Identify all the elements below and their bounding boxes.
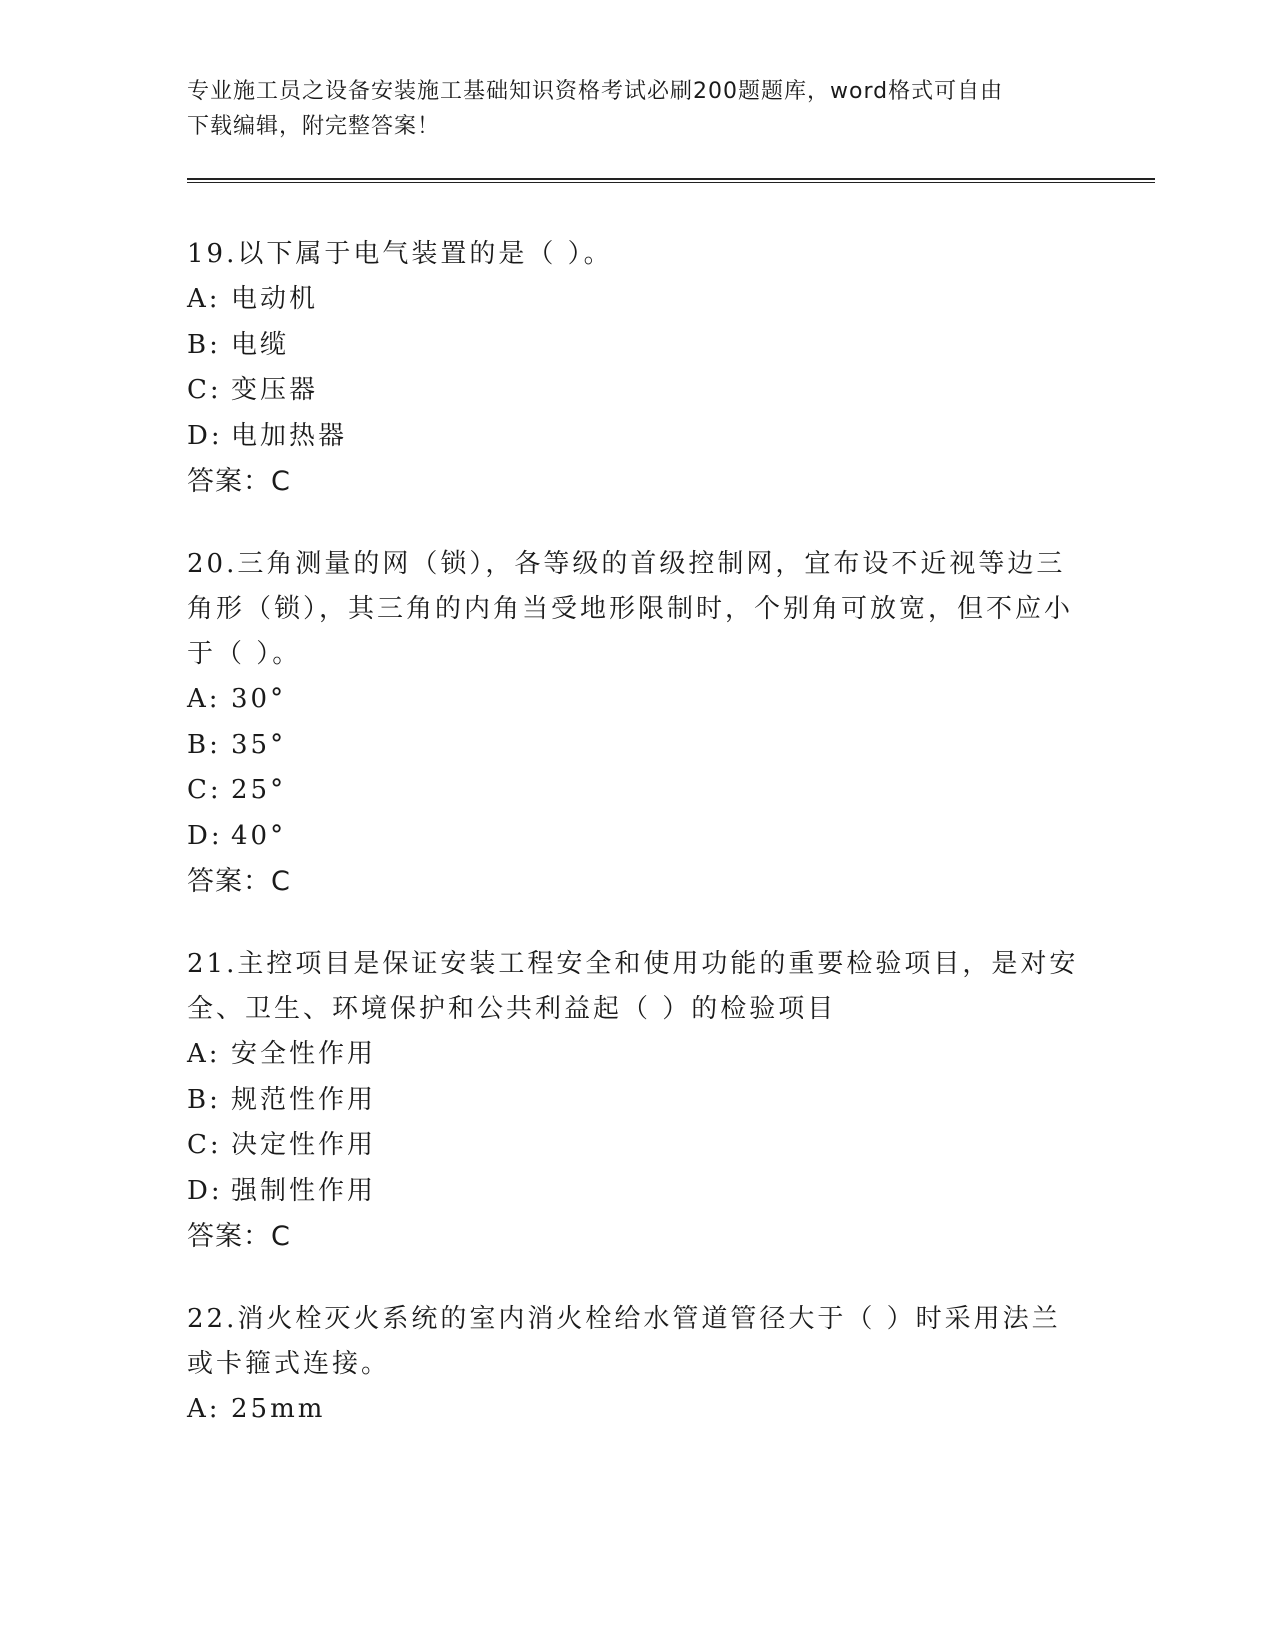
option-text: 强制性作用: [231, 1175, 377, 1206]
option-letter: B:: [187, 729, 221, 760]
option-b: [187, 723, 1087, 769]
question-19: [187, 232, 1087, 504]
option-text: 35°: [231, 729, 287, 760]
answer-label: 答案：C: [187, 866, 291, 897]
option-d: [187, 814, 1087, 860]
option-c: [187, 1123, 1087, 1169]
question-stem: 20.三角测量的网（锁），各等级的首级控制网，宜布设不近视等边三角形（锁），其三角的内角当受地形限制时，个别角可放宽，但不应小于（ ）。: [187, 549, 1074, 669]
option-text: 电动机: [231, 284, 319, 314]
option-letter: C:: [187, 775, 222, 805]
option-a: [187, 1032, 1087, 1078]
answer-label: 答案：C: [187, 1221, 291, 1252]
answer-label: 答案：C: [187, 466, 291, 497]
option-letter: B:: [187, 329, 221, 360]
header-line-1: 专业施工员之设备安装施工基础知识资格考试必刷200题题库，word格式可自由: [187, 79, 1004, 104]
question-20: [187, 542, 1087, 904]
option-text: 25mm: [231, 1394, 326, 1424]
page-header: [187, 74, 1067, 144]
option-text: 决定性作用: [231, 1130, 377, 1160]
option-letter: A:: [187, 1039, 221, 1069]
option-a: [187, 277, 1087, 323]
option-letter: D:: [187, 1175, 223, 1206]
option-letter: D:: [187, 820, 223, 851]
option-text: 电缆: [231, 329, 290, 360]
question-stem: 21.主控项目是保证安装工程安全和使用功能的重要检验项目，是对安全、卫生、环境保护和公共利益起（ ）的检验项目: [187, 949, 1079, 1024]
option-b: [187, 323, 1087, 369]
question-list: [187, 232, 1087, 1471]
question-stem: 19.以下属于电气装置的是（ ）。: [187, 239, 613, 269]
option-d: [187, 1169, 1087, 1215]
option-text: 40°: [231, 820, 287, 851]
option-text: 30°: [231, 684, 287, 714]
option-c: [187, 368, 1087, 414]
option-c: [187, 768, 1087, 814]
question-stem: 22.消火栓灭火系统的室内消火栓给水管道管径大于（ ）时采用法兰或卡箍式连接。: [187, 1304, 1061, 1379]
option-text: 安全性作用: [231, 1039, 377, 1069]
option-letter: C:: [187, 375, 222, 405]
option-text: 电加热器: [231, 420, 348, 451]
option-letter: D:: [187, 420, 223, 451]
option-letter: B:: [187, 1084, 221, 1115]
header-divider: [187, 178, 1155, 183]
question-21: [187, 942, 1087, 1259]
option-a: [187, 1387, 1087, 1433]
option-letter: C:: [187, 1130, 222, 1160]
option-letter: A:: [187, 284, 221, 314]
option-text: 25°: [231, 775, 287, 805]
header-line-2: 下载编辑，附完整答案！: [187, 114, 441, 139]
question-22: [187, 1297, 1087, 1433]
option-letter: A:: [187, 684, 221, 714]
option-b: [187, 1078, 1087, 1124]
option-a: [187, 677, 1087, 723]
option-letter: A:: [187, 1394, 221, 1424]
option-text: 规范性作用: [231, 1084, 377, 1115]
option-d: [187, 414, 1087, 460]
option-text: 变压器: [231, 375, 319, 405]
